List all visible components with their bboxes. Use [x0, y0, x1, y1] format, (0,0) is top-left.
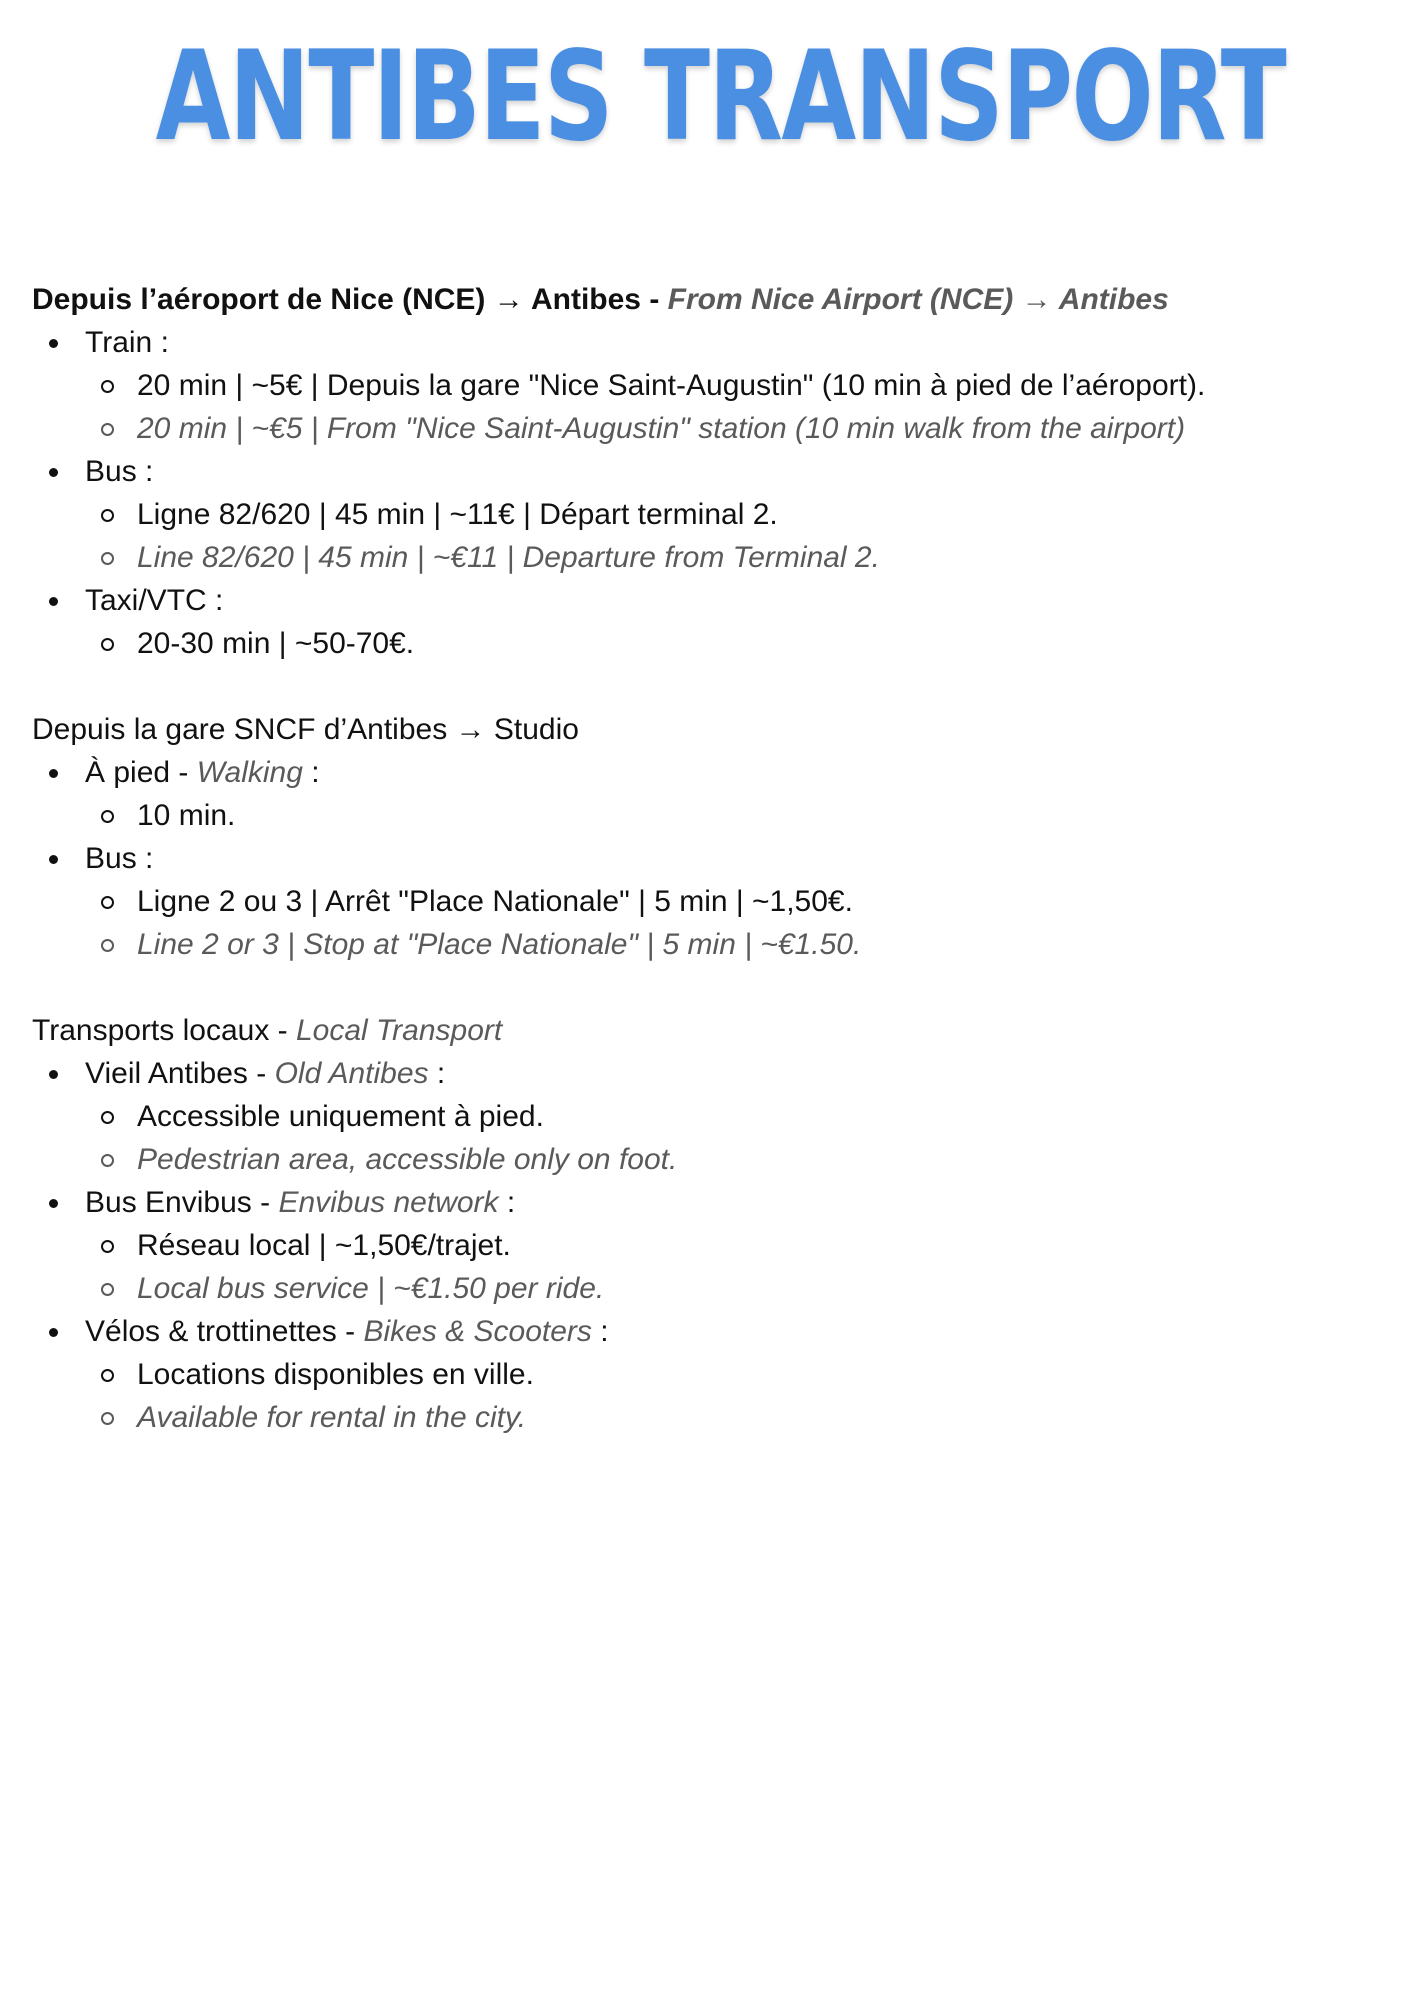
option-details [85, 1353, 1392, 1439]
option-suffix: : [136, 842, 154, 875]
detail-text: Pedestrian area, accessible only on foot. [137, 1143, 678, 1176]
detail-fr [85, 1353, 1392, 1396]
option-label: Vélos & trottinettes [85, 1315, 337, 1348]
section-heading [32, 278, 1392, 321]
circle-bullet-icon [101, 1412, 114, 1425]
detail-text: Line 2 or 3 | Stop at "Place Nationale" | 5 min | ~€1.50. [137, 928, 862, 961]
section-station [32, 708, 1392, 966]
heading-fr: Depuis la gare SNCF d’Antibes → Studio [32, 713, 579, 746]
heading-separator: - [640, 283, 668, 316]
option-label: À pied [85, 756, 171, 789]
heading-separator: - [269, 1014, 296, 1047]
detail-text: Locations disponibles en ville. [137, 1358, 534, 1391]
option-details [85, 1224, 1392, 1310]
detail-fr [85, 493, 1392, 536]
circle-bullet-icon [101, 423, 114, 436]
detail-fr [85, 364, 1392, 407]
bullet-icon [49, 855, 58, 864]
transport-options [32, 321, 1392, 665]
transport-options [32, 1052, 1392, 1439]
circle-bullet-icon [101, 1154, 114, 1167]
heading-fr: Depuis l’aéroport de Nice (NCE) → Antibes [32, 283, 641, 316]
option-bus [32, 450, 1392, 579]
option-label-en: Walking [196, 756, 303, 789]
detail-text: Réseau local | ~1,50€/trajet. [137, 1229, 511, 1262]
detail-fr [85, 880, 1392, 923]
detail-text: 20 min | ~5€ | Depuis la gare "Nice Saint-Augustin" (10 min à pied de l’aéroport). [137, 369, 1206, 402]
section-heading [32, 1009, 1392, 1052]
detail-fr [85, 1224, 1392, 1267]
detail-text: Available for rental in the city. [137, 1401, 527, 1434]
option-suffix: : [302, 756, 320, 789]
detail-en [85, 1396, 1392, 1439]
option-label-en: Envibus network [278, 1186, 499, 1219]
detail-text: 10 min. [137, 799, 236, 832]
bullet-icon [49, 339, 58, 348]
detail-en [85, 1267, 1392, 1310]
option-bus [32, 837, 1392, 966]
option-bikes: Vélos & trottinettes - Bikes & Scooters : Locations disponibles en ville. Available for rental in the city. [32, 1310, 1392, 1439]
option-taxi [32, 579, 1392, 665]
heading-en: Local Transport [296, 1014, 503, 1047]
bullet-icon [49, 1328, 58, 1337]
option-details [85, 794, 1392, 837]
option-suffix: : [206, 584, 224, 617]
detail-text: Local bus service | ~€1.50 per ride. [137, 1272, 605, 1305]
circle-bullet-icon [101, 1111, 114, 1124]
document-body [32, 278, 1392, 1482]
section-heading [32, 708, 1392, 751]
transport-options [32, 751, 1392, 966]
option-label: Bus Envibus [85, 1186, 252, 1219]
option-suffix: : [428, 1057, 446, 1090]
circle-bullet-icon [101, 810, 114, 823]
option-label: Vieil Antibes [85, 1057, 248, 1090]
option-details [85, 493, 1392, 579]
circle-bullet-icon [101, 1369, 114, 1382]
circle-bullet-icon [101, 509, 114, 522]
option-label: Train [85, 326, 153, 359]
section-airport [32, 278, 1392, 665]
option-label: Taxi/VTC [85, 584, 207, 617]
detail-text: Ligne 2 ou 3 | Arrêt "Place Nationale" | 5 min | ~1,50€. [137, 885, 853, 918]
detail-text: 20-30 min | ~50-70€. [137, 627, 415, 660]
detail-en [85, 536, 1392, 579]
bullet-icon [49, 1070, 58, 1079]
option-details [85, 880, 1392, 966]
circle-bullet-icon [101, 380, 114, 393]
circle-bullet-icon [101, 638, 114, 651]
circle-bullet-icon [101, 896, 114, 909]
option-suffix: : [498, 1186, 516, 1219]
detail-text: Accessible uniquement à pied. [137, 1100, 544, 1133]
detail-en [85, 407, 1392, 450]
option-suffix: : [136, 455, 154, 488]
bullet-icon [49, 468, 58, 477]
detail-text: Ligne 82/620 | 45 min | ~11€ | Départ terminal 2. [137, 498, 778, 531]
heading-en: From Nice Airport (NCE) → Antibes [667, 283, 1169, 316]
option-train [32, 321, 1392, 450]
option-envibus: Bus Envibus - Envibus network : Réseau local | ~1,50€/trajet. Local bus service | ~€1.50 per ride. [32, 1181, 1392, 1310]
option-walking: À pied - Walking : 10 min. [32, 751, 1392, 837]
option-old-antibes: Vieil Antibes - Old Antibes : Accessible uniquement à pied. Pedestrian area, accessible only on foot. [32, 1052, 1392, 1181]
detail-fr [85, 622, 1392, 665]
heading-fr: Transports locaux [32, 1014, 270, 1047]
section-local [32, 1009, 1392, 1439]
detail-en [85, 1138, 1392, 1181]
circle-bullet-icon [101, 552, 114, 565]
option-details [85, 364, 1392, 450]
bullet-icon [49, 1199, 58, 1208]
detail-fr [85, 1095, 1392, 1138]
option-suffix: : [152, 326, 169, 359]
detail-text: Line 82/620 | 45 min | ~€11 | Departure from Terminal 2. [137, 541, 880, 574]
detail-en [85, 923, 1392, 966]
option-label: Bus [85, 842, 137, 875]
circle-bullet-icon [101, 1283, 114, 1296]
page-title: ANTIBES TRANSPORT [155, 25, 1286, 169]
option-details [85, 1095, 1392, 1181]
option-label-en: Bikes & Scooters [363, 1315, 592, 1348]
circle-bullet-icon [101, 1240, 114, 1253]
detail-fr [85, 794, 1392, 837]
option-label-en: Old Antibes [274, 1057, 429, 1090]
option-details [85, 622, 1392, 665]
bullet-icon [49, 597, 58, 606]
option-suffix: : [591, 1315, 609, 1348]
option-label: Bus [85, 455, 137, 488]
detail-text: 20 min | ~€5 | From "Nice Saint-Augustin" station (10 min walk from the airport) [137, 412, 1186, 445]
bullet-icon [49, 769, 58, 778]
circle-bullet-icon [101, 939, 114, 952]
